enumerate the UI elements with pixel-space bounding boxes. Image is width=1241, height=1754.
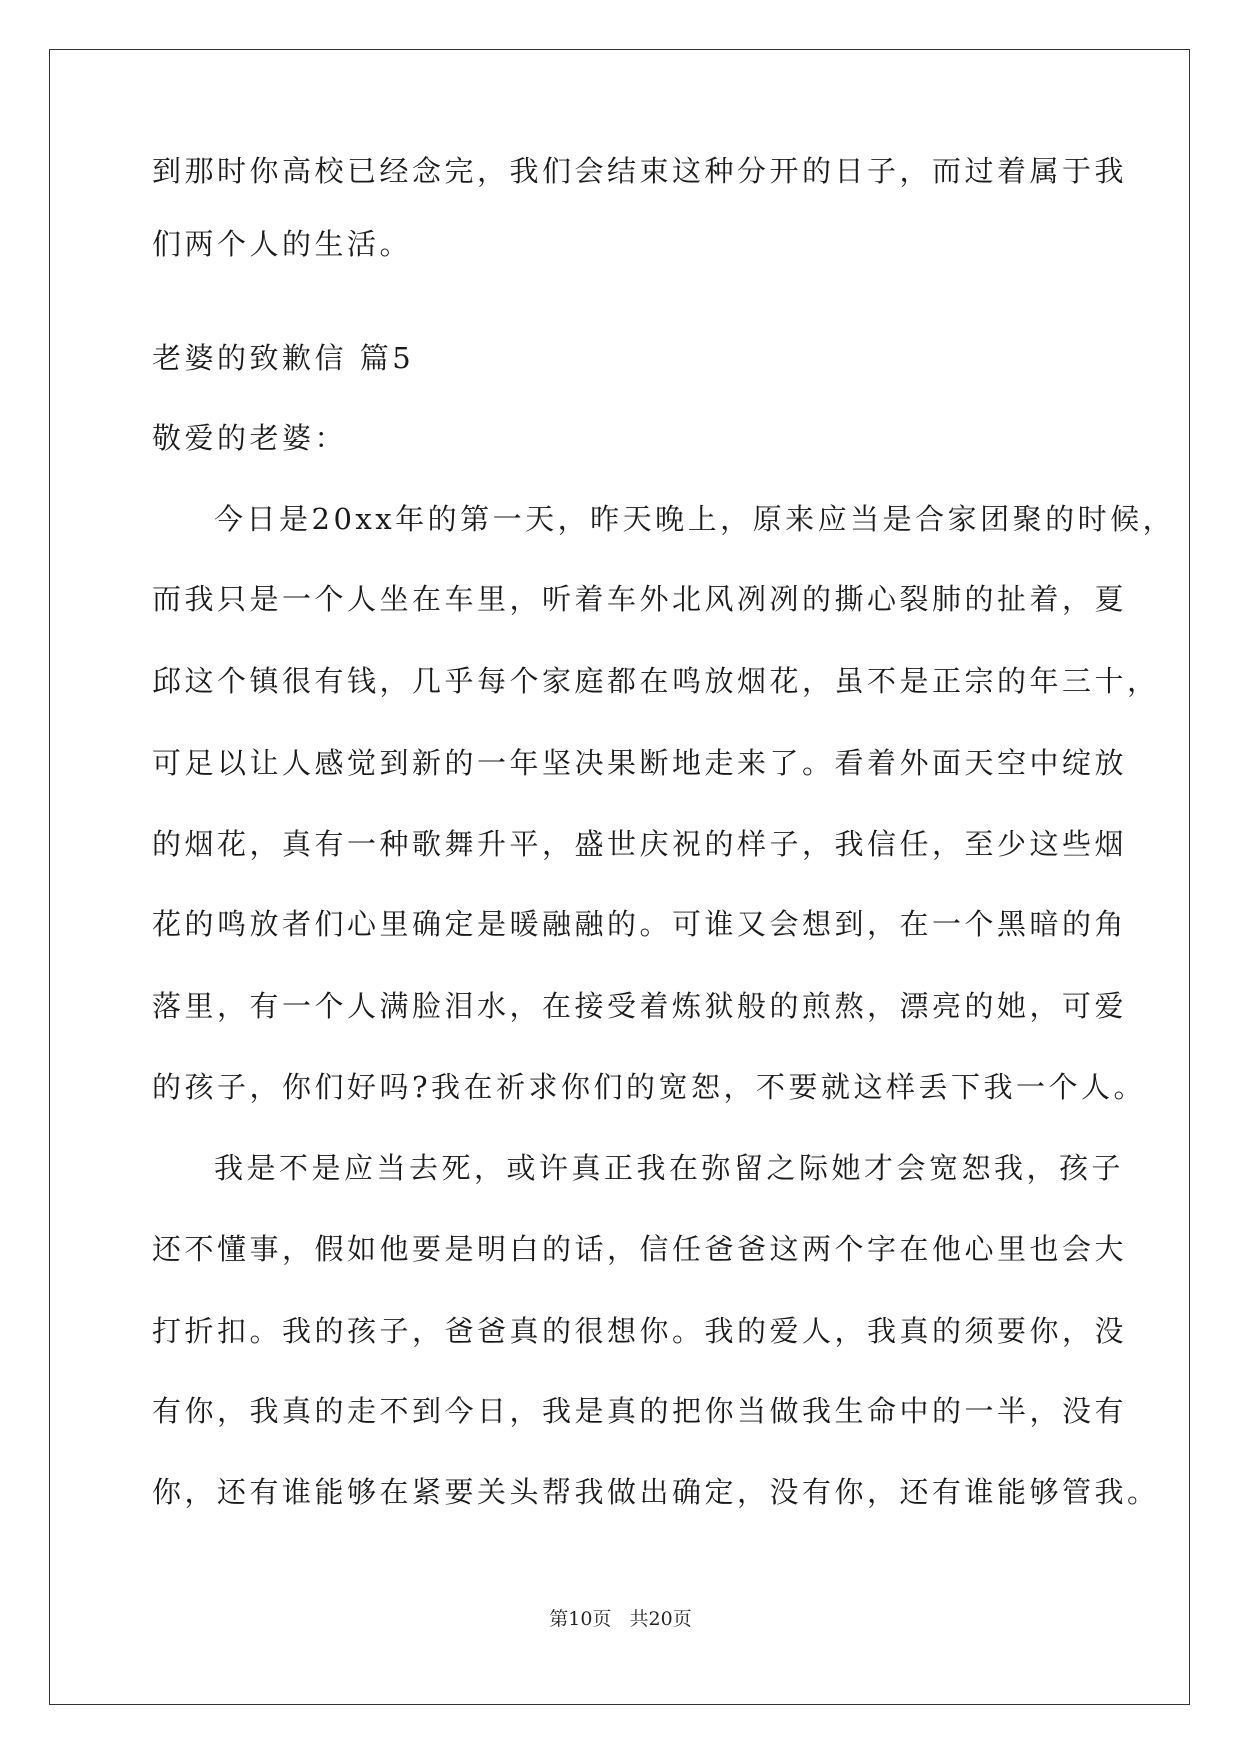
paragraph-line: 打折扣。我的孩子，爸爸真的很想你。我的爱人，我真的须要你，没 xyxy=(152,1314,1128,1348)
paragraph-line: 有你，我真的走不到今日，我是真的把你当做我生命中的一半，没有 xyxy=(152,1394,1128,1428)
paragraph-line: 的烟花，真有一种歌舞升平，盛世庆祝的样子，我信任，至少这些烟 xyxy=(152,827,1128,861)
page-number: 第10页 共20页 xyxy=(549,1608,692,1630)
paragraph-line: 到那时你高校已经念完，我们会结束这种分开的日子，而过着属于我 xyxy=(152,154,1128,188)
paragraph-line: 今日是20xx年的第一天，昨天晚上，原来应当是合家团聚的时候， xyxy=(214,502,1176,536)
paragraph-line: 而我只是一个人坐在车里，听着车外北风冽冽的撕心裂肺的扯着，夏 xyxy=(152,582,1128,616)
paragraph-line: 的孩子，你们好吗?我在祈求你们的宽恕，不要就这样丢下我一个人。 xyxy=(152,1070,1147,1104)
paragraph-line: 们两个人的生活。 xyxy=(152,227,413,261)
salutation: 敬爱的老婆： xyxy=(152,421,348,455)
paragraph-line: 花的鸣放者们心里确定是暖融融的。可谁又会想到，在一个黑暗的角 xyxy=(152,907,1128,941)
paragraph-line: 落里，有一个人满脸泪水，在接受着炼狱般的煎熬，漂亮的她，可爱 xyxy=(152,989,1128,1023)
page-frame xyxy=(49,49,1190,1705)
paragraph-line: 我是不是应当去死，或许真正我在弥留之际她才会宽恕我，孩子 xyxy=(214,1151,1125,1185)
page-footer xyxy=(0,1607,1241,1631)
section-heading: 老婆的致歉信 篇5 xyxy=(152,341,415,375)
paragraph-line: 可足以让人感觉到新的一年坚决果断地走来了。看着外面天空中绽放 xyxy=(152,746,1128,780)
paragraph-line: 还不懂事，假如他要是明白的话，信任爸爸这两个字在他心里也会大 xyxy=(152,1232,1128,1266)
paragraph-line: 你，还有谁能够在紧要关头帮我做出确定，没有你，还有谁能够管我。 xyxy=(152,1475,1160,1509)
paragraph-line: 邱这个镇很有钱，几乎每个家庭都在鸣放烟花，虽不是正宗的年三十， xyxy=(152,664,1160,698)
